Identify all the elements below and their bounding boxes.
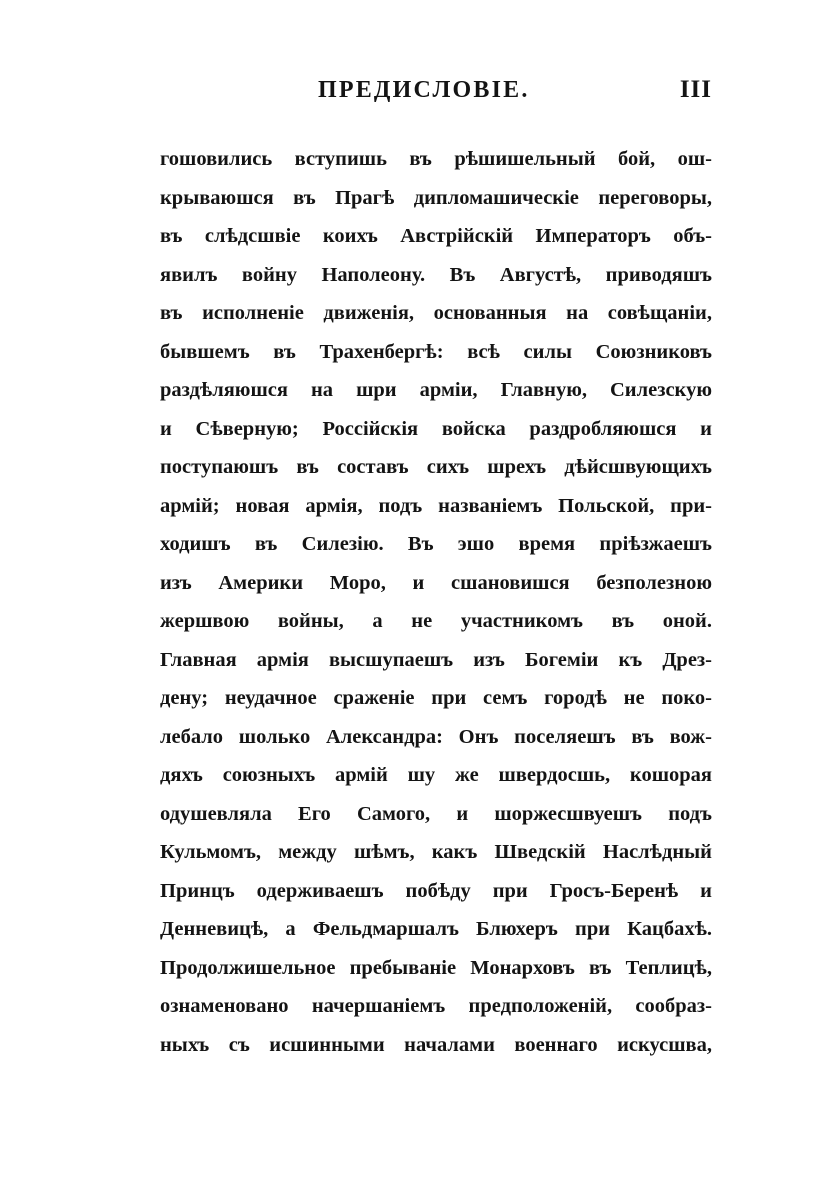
text-line: Продолжишельное пребываніе Монарховъ въ Теплицѣ, [160, 956, 712, 979]
text-line: лебало шолько Александра: Онъ поселяешъ въ вож- [160, 725, 712, 748]
text-line: явилъ войну Наполеону. Въ Августѣ, приводяшъ [160, 263, 712, 286]
text-line: Принцъ одерживаешъ побѣду при Гросъ-Беренѣ и [160, 879, 712, 902]
text-line: поступаюшъ въ составъ сихъ шрехъ дѣйсшвующихъ [160, 456, 712, 478]
text-line: крываюшся въ Прагѣ дипломашическіе переговоры, [160, 186, 712, 209]
text-line: дену; неудачное сраженіе при семъ городѣ не поко- [160, 687, 712, 709]
text-line: ныхъ съ исшинными началами военнаго искусшва, [160, 1033, 712, 1056]
text-line: жершвою войны, а не участникомъ въ оной. [160, 610, 712, 632]
text-line: Главная армія высшупаешъ изъ Богеміи къ Дрез- [160, 648, 712, 671]
text-line: бывшемъ въ Трахенбергѣ: всѣ силы Союзниковъ [160, 340, 712, 363]
text-line: въ исполненіе движенія, основанныя на совѣщаніи, [160, 302, 712, 324]
text-line: гошовились вступишь въ рѣшишельный бой, ош- [160, 148, 712, 170]
running-head [160, 72, 712, 108]
text-line: изъ Америки Моро, и сшановишся безполезною [160, 571, 712, 594]
text-line: и Сѣверную; Россійскія войска раздробляюшся и [160, 417, 712, 440]
text-line: дяхъ союзныхъ армій шу же швердосшь, кошорая [160, 764, 712, 786]
running-title: ПРЕДИСЛОВІЕ. [318, 77, 530, 103]
text-line: въ слѣдсшвіе коихъ Австрійскій Императоръ объ- [160, 225, 712, 247]
text-line: ходишъ въ Силезію. Въ эшо время пріѣзжаешъ [160, 533, 712, 555]
text-line: армій; новая армія, подъ названіемъ Польской, при- [160, 494, 712, 517]
text-line: раздѣляюшся на шри арміи, Главную, Силезскую [160, 379, 712, 401]
text-line: Денневицѣ, а Фельдмаршалъ Блюхеръ при Кацбахѣ. [160, 918, 712, 940]
text-line: Кульмомъ, между шѣмъ, какъ Шведскій Наслѣдный [160, 841, 712, 863]
text-body [160, 140, 712, 1064]
page-number: III [679, 76, 712, 103]
text-line: одушевляла Его Самого, и шоржесшвуешъ подъ [160, 802, 712, 825]
text-line: ознаменовано начершаніемъ предположеній, сообраз- [160, 995, 712, 1017]
